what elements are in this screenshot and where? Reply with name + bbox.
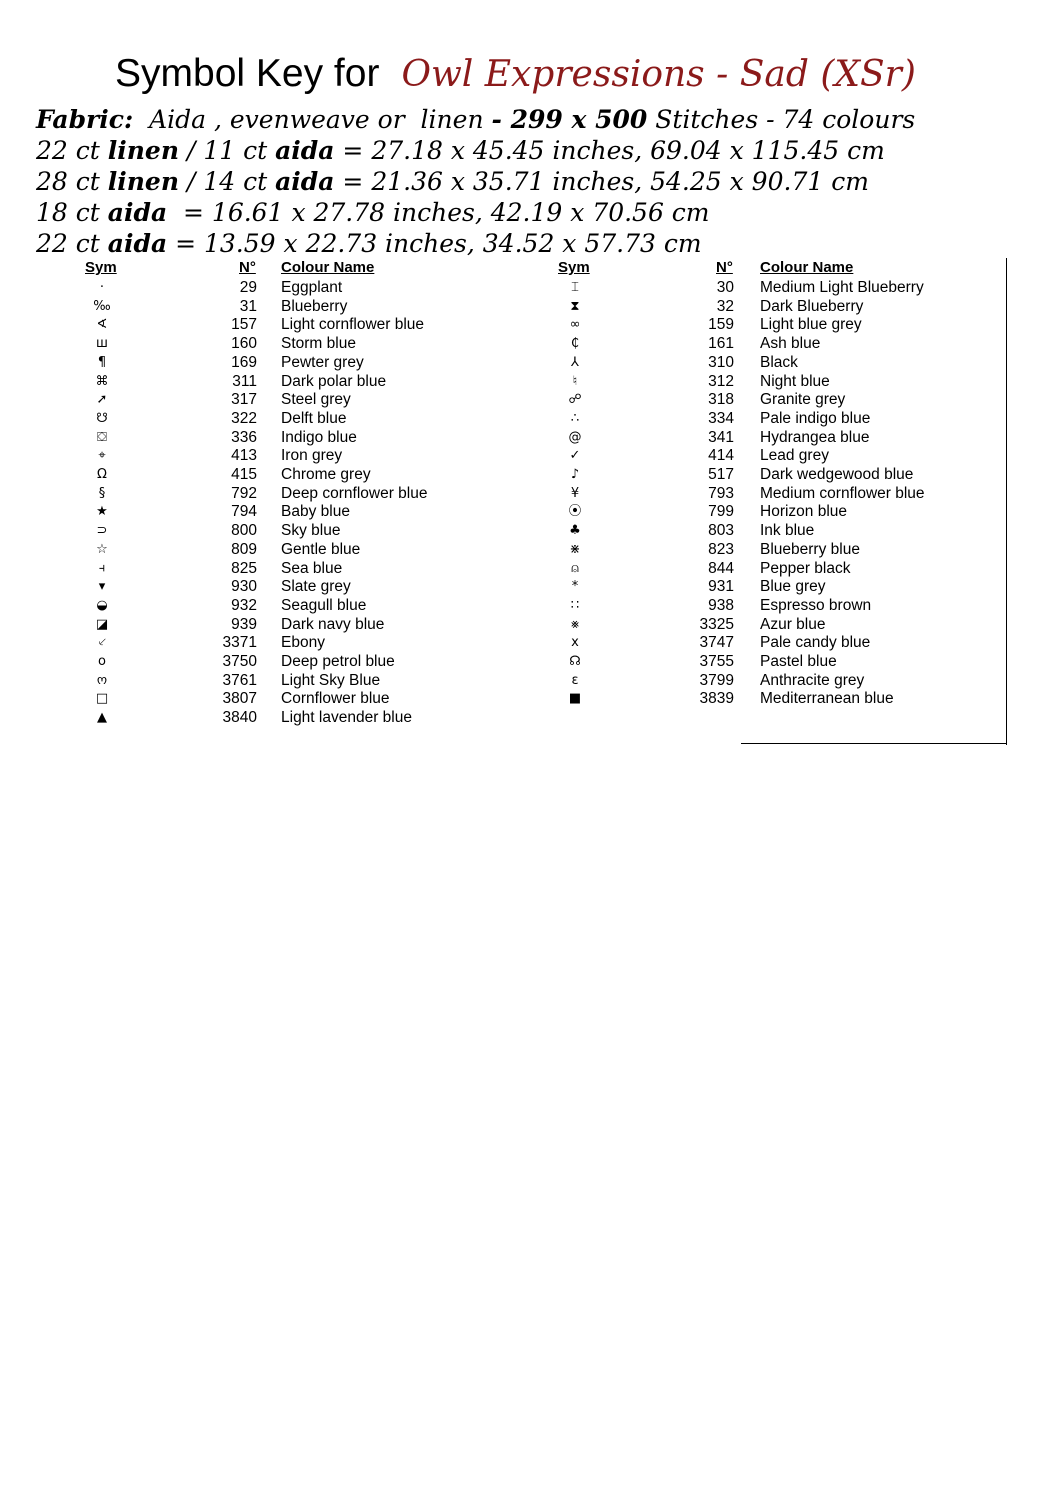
colour-name: Iron grey xyxy=(281,447,343,465)
fabric-text: = 27.18 x 45.45 inches, 69.04 x 115.45 cm xyxy=(334,136,885,165)
symbol: ⌶ xyxy=(571,280,579,295)
colour-name: Pewter grey xyxy=(281,353,364,371)
symbol: ⋇ xyxy=(569,541,581,557)
colour-number: 161 xyxy=(708,335,734,353)
symbol: ∷ xyxy=(570,597,580,613)
symbol: ☆ xyxy=(96,541,108,557)
symbol: * xyxy=(571,579,579,595)
fabric-text: 18 ct xyxy=(36,198,108,227)
fabric-text: Fabric: xyxy=(36,105,134,134)
colour-number: 3839 xyxy=(699,690,734,708)
symbol: ◪ xyxy=(95,616,109,632)
colour-name: Dark navy blue xyxy=(281,615,385,633)
colour-number: 159 xyxy=(708,316,734,334)
colour-name: Night blue xyxy=(760,372,830,390)
colour-name: Dark Blueberry xyxy=(760,297,864,315)
symbol: ∢ xyxy=(96,317,108,333)
colour-name: Ink blue xyxy=(760,522,815,540)
colour-number: 32 xyxy=(716,297,734,315)
fabric-text: = 13.59 x 22.73 inches, 34.52 x 57.73 cm xyxy=(167,229,702,258)
colour-number: 157 xyxy=(231,316,257,334)
colour-name: Mediterranean blue xyxy=(760,690,894,708)
fabric-line xyxy=(36,197,915,228)
colour-name: Storm blue xyxy=(281,335,356,353)
symbol: ✓ xyxy=(569,448,581,464)
fabric-text: linen xyxy=(107,167,180,196)
colour-number: 341 xyxy=(708,428,734,446)
colour-name: Sky blue xyxy=(281,522,341,540)
symbol: ⨳ xyxy=(570,616,580,632)
colour-number: 311 xyxy=(232,372,257,390)
colour-number: 517 xyxy=(708,466,734,483)
symbol: ➚ xyxy=(96,392,108,408)
symbol: ▾ xyxy=(98,579,106,595)
symbol: · xyxy=(99,280,105,295)
colour-name: Blueberry xyxy=(281,297,348,315)
colour-name: Pepper black xyxy=(760,559,851,577)
fabric-text: 28 ct xyxy=(36,167,108,196)
colour-name: Azur blue xyxy=(760,615,826,633)
symbol: ∴ xyxy=(570,410,580,426)
colour-number: 336 xyxy=(231,428,257,446)
colour-name: Espresso brown xyxy=(760,596,872,614)
colour-number: 414 xyxy=(708,447,734,465)
fabric-text: Stitches - 74 colours xyxy=(647,105,916,134)
symbol: ⌘ xyxy=(95,373,109,389)
colour-number: 3755 xyxy=(699,653,734,670)
colour-name: Light lavender blue xyxy=(281,709,412,727)
colour-number: 413 xyxy=(231,447,257,465)
colour-name: Dark polar blue xyxy=(281,372,387,390)
symbol: Ω xyxy=(97,467,107,482)
fabric-text: = 16.61 x 27.78 inches, 42.19 x 70.56 cm xyxy=(167,198,710,227)
colour-name: Pale indigo blue xyxy=(760,409,871,427)
colour-number: 29 xyxy=(239,279,257,296)
table-border-bottom xyxy=(741,743,1007,744)
symbol: ☍ xyxy=(568,392,582,408)
colour-number: 169 xyxy=(231,353,257,371)
colour-name: Light Sky Blue xyxy=(281,671,381,689)
colour-number: 932 xyxy=(231,596,257,614)
symbol: ო xyxy=(96,672,108,688)
colour-number: 3371 xyxy=(222,634,257,652)
colour-number: 825 xyxy=(231,559,257,577)
colour-name: Dark wedgewood blue xyxy=(760,466,914,483)
colour-number: 793 xyxy=(708,484,734,502)
colour-number: 322 xyxy=(231,409,257,427)
colour-name: Cornflower blue xyxy=(281,690,390,708)
colour-name: Hydrangea blue xyxy=(760,428,870,446)
colour-name: Indigo blue xyxy=(281,428,357,446)
colour-name: Deep petrol blue xyxy=(281,653,395,670)
colour-number: 334 xyxy=(708,409,734,427)
symbol: ■ xyxy=(568,691,582,707)
colour-number: 823 xyxy=(708,540,734,558)
colour-number: 3807 xyxy=(222,690,257,708)
symbol: ⛋ xyxy=(97,429,107,445)
colour-name: Granite grey xyxy=(760,391,846,409)
fabric-line xyxy=(36,104,915,135)
symbol: ⦿ xyxy=(568,504,582,520)
colour-name: Seagull blue xyxy=(281,596,367,614)
symbol: ш xyxy=(96,336,108,352)
colour-number: 3840 xyxy=(222,709,257,727)
header-name-right: Colour Name xyxy=(760,259,854,276)
symbol: ε xyxy=(571,672,579,688)
colour-number: 844 xyxy=(708,559,734,577)
colour-name: Anthracite grey xyxy=(760,671,865,689)
colour-name: Gentle blue xyxy=(281,540,361,558)
colour-name: Chrome grey xyxy=(281,466,371,483)
symbol: ⅄ xyxy=(571,354,579,370)
colour-number: 939 xyxy=(231,615,257,633)
page-title xyxy=(115,52,916,96)
colour-number: 160 xyxy=(231,335,257,353)
symbol: § xyxy=(98,485,106,501)
colour-number: 317 xyxy=(231,391,257,409)
colour-name: Steel grey xyxy=(281,391,351,409)
fabric-text: aida xyxy=(275,136,335,165)
colour-number: 312 xyxy=(708,372,734,390)
symbol: @ xyxy=(568,429,582,445)
pattern-name: Owl Expressions - Sad (XSr) xyxy=(401,53,916,95)
header-name-left: Colour Name xyxy=(281,259,375,276)
colour-name: Slate grey xyxy=(281,578,351,596)
colour-name: Pastel blue xyxy=(760,653,837,670)
colour-number: 310 xyxy=(708,353,734,371)
colour-name: Blue grey xyxy=(760,578,826,596)
fabric-line xyxy=(36,166,915,197)
header-num-left: N° xyxy=(239,259,256,276)
colour-name: Eggplant xyxy=(281,279,343,296)
symbol: ⫞ xyxy=(98,560,106,576)
symbol: ☊ xyxy=(569,654,581,669)
symbol: x xyxy=(571,635,579,651)
colour-name: Light cornflower blue xyxy=(281,316,425,334)
colour-name: Sea blue xyxy=(281,559,343,577)
colour-number: 3761 xyxy=(222,671,257,689)
header-num-right: N° xyxy=(716,259,733,276)
colour-number: 3750 xyxy=(222,653,257,670)
colour-number: 3799 xyxy=(699,671,734,689)
table-border-right xyxy=(1006,258,1007,745)
symbol: ₵ xyxy=(570,336,580,352)
colour-name: Lead grey xyxy=(760,447,829,465)
colour-number: 792 xyxy=(231,484,257,502)
symbol: ¶ xyxy=(97,354,107,370)
symbol: ⧗ xyxy=(570,298,580,314)
colour-name: Horizon blue xyxy=(760,503,848,521)
symbol: ♣ xyxy=(569,523,581,539)
colour-number: 803 xyxy=(708,522,734,540)
fabric-info xyxy=(36,104,915,259)
symbol: o xyxy=(98,654,106,669)
symbol: ☋ xyxy=(96,410,108,426)
colour-name: Light blue grey xyxy=(760,316,862,334)
symbol: ¥ xyxy=(570,485,580,501)
symbol: ◒ xyxy=(96,597,108,613)
colour-name: Ash blue xyxy=(760,335,821,353)
colour-number: 3747 xyxy=(699,634,734,652)
symbol: ⌖ xyxy=(98,448,106,464)
symbol: ♮ xyxy=(572,373,578,389)
fabric-text: linen xyxy=(107,136,180,165)
colour-name: Black xyxy=(760,353,798,371)
symbol: ★ xyxy=(96,504,108,520)
fabric-text: - 299 x 500 xyxy=(491,105,648,134)
colour-name: Delft blue xyxy=(281,409,347,427)
header-sym-right: Sym xyxy=(558,259,590,276)
colour-number: 30 xyxy=(716,279,734,296)
colour-name: Medium Light Blueberry xyxy=(760,279,924,296)
fabric-text: = 21.36 x 35.71 inches, 54.25 x 90.71 cm xyxy=(334,167,869,196)
title-prefix: Symbol Key for xyxy=(115,52,380,95)
fabric-text: Aida , evenweave or linen xyxy=(133,105,492,134)
colour-number: 930 xyxy=(231,578,257,596)
fabric-text: / 14 ct xyxy=(179,167,276,196)
colour-number: 931 xyxy=(708,578,734,596)
fabric-text: aida xyxy=(107,229,168,258)
colour-number: 318 xyxy=(708,391,734,409)
colour-number: 3325 xyxy=(699,615,734,633)
colour-name: Medium cornflower blue xyxy=(760,484,925,502)
colour-name: Deep cornflower blue xyxy=(281,484,428,502)
symbol: ⊃ xyxy=(96,523,108,539)
header-sym-left: Sym xyxy=(85,259,117,276)
colour-number: 809 xyxy=(231,540,257,558)
symbol: ♪ xyxy=(570,467,580,482)
fabric-text: / 11 ct xyxy=(179,136,276,165)
symbol: □ xyxy=(95,691,109,707)
colour-number: 31 xyxy=(239,297,257,315)
fabric-line xyxy=(36,228,915,259)
symbol: ▲ xyxy=(97,710,107,726)
colour-name: Pale candy blue xyxy=(760,634,871,652)
symbol: ⸔ xyxy=(97,635,107,651)
fabric-text: 22 ct xyxy=(36,229,108,258)
colour-number: 799 xyxy=(708,503,734,521)
fabric-text: aida xyxy=(275,167,335,196)
colour-number: 415 xyxy=(231,466,257,483)
colour-name: Baby blue xyxy=(281,503,350,521)
fabric-line xyxy=(36,135,915,166)
symbol: ∞ xyxy=(569,317,581,333)
colour-number: 800 xyxy=(231,522,257,540)
symbol: ⍝ xyxy=(571,560,579,576)
fabric-text: 22 ct xyxy=(36,136,108,165)
colour-name: Blueberry blue xyxy=(760,540,860,558)
fabric-text: aida xyxy=(107,198,168,227)
colour-name: Ebony xyxy=(281,634,325,652)
colour-number: 938 xyxy=(708,596,734,614)
symbol: ‰ xyxy=(93,298,111,314)
colour-number: 794 xyxy=(231,503,257,521)
